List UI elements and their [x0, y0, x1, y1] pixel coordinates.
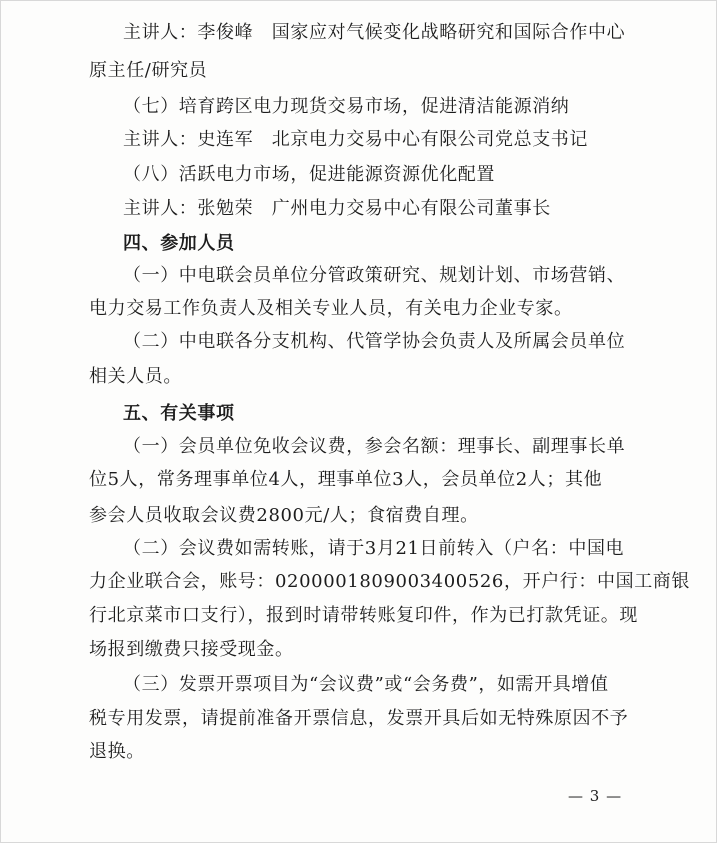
- matters-two: （二）会议费如需转账，请于3月21日前转入（户名：中国电: [123, 538, 625, 559]
- topic-eight: （八）活跃电力市场，促进能源资源优化配置: [123, 164, 495, 185]
- participants-one-cont: 电力交易工作负责人及相关专业人员，有关电力企业专家。: [89, 298, 573, 319]
- speaker-li-junfeng-cont: 原主任/研究员: [89, 60, 208, 81]
- matters-two-cont-3: 场报到缴费只接受现金。: [89, 639, 294, 660]
- participants-two: （二）中电联各分支机构、代管学协会负责人及所属会员单位: [123, 331, 626, 352]
- matters-three-cont-2: 退换。: [89, 741, 145, 762]
- section-four-heading: 四、参加人员: [123, 233, 235, 254]
- participants-two-cont: 相关人员。: [89, 366, 182, 387]
- speaker-li-junfeng: 主讲人：李俊峰 国家应对气候变化战略研究和国际合作中心: [123, 22, 626, 43]
- speaker-zhang-mianrong: 主讲人：张勉荣 广州电力交易中心有限公司董事长: [123, 198, 551, 219]
- matters-three-cont-1: 税专用发票，请提前准备开票信息，发票开具后如无特殊原因不予: [89, 708, 629, 729]
- matters-one: （一）会员单位免收会议费，参会名额：理事长、副理事长单: [123, 436, 626, 457]
- matters-one-cont-1: 位5人，常务理事单位4人，理事单位3人，会员单位2人；其他: [89, 469, 603, 490]
- section-five-heading: 五、有关事项: [123, 403, 235, 424]
- speaker-shi-lianjun: 主讲人：史连军 北京电力交易中心有限公司党总支书记: [123, 129, 588, 150]
- topic-seven: （七）培育跨区电力现货交易市场，促进清洁能源消纳: [123, 96, 570, 117]
- participants-one: （一）中电联会员单位分管政策研究、规划计划、市场营销、: [123, 265, 626, 286]
- matters-three: （三）发票开票项目为“会议费”或“会务费”，如需开具增值: [123, 674, 609, 695]
- matters-two-cont-2: 行北京菜市口支行），报到时请带转账复印件，作为已打款凭证。现: [89, 605, 638, 626]
- matters-one-cont-2: 参会人员收取会议费2800元/人；食宿费自理。: [89, 505, 479, 526]
- matters-two-cont-1: 力企业联合会，账号：0200001809003400526，开户行：中国工商银: [89, 571, 690, 592]
- page-number: — 3 —: [568, 787, 623, 805]
